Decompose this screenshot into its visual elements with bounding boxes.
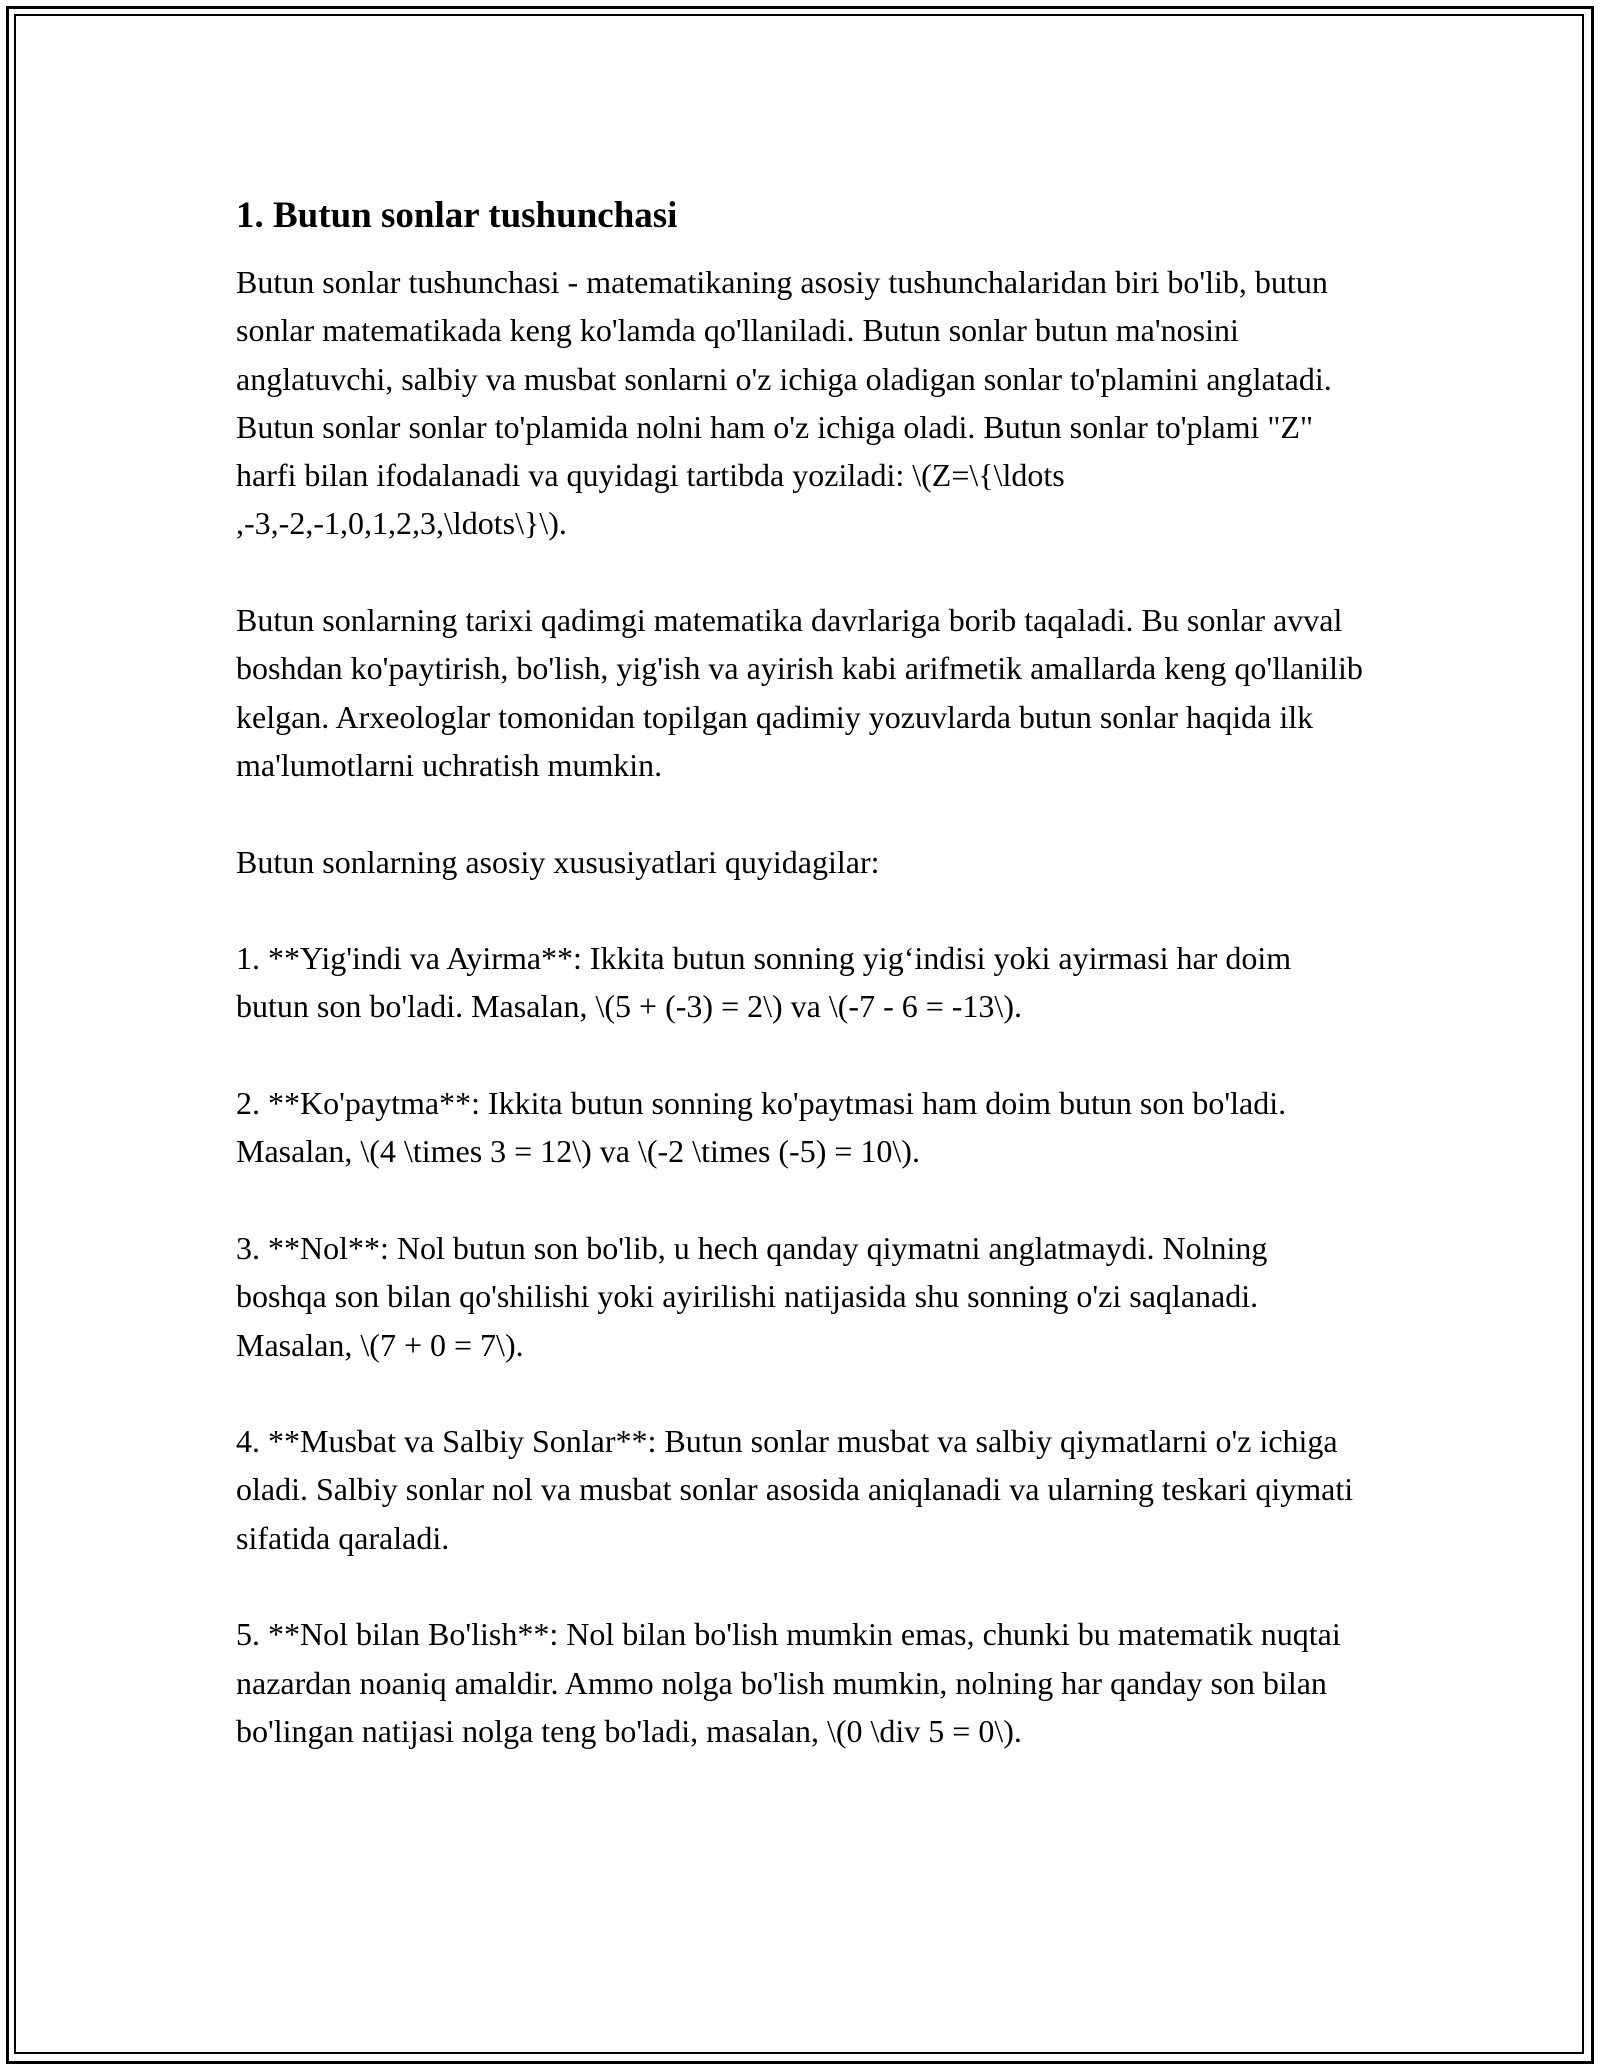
list-item-positive-negative: 4. **Musbat va Salbiy Sonlar**: Butun sonlar musbat va salbiy qiymatlarni o'z ichiga oladi. Salbiy sonlar nol va musbat sonlar asosida aniqlanadi va ularning teskari qiymati sifatida qaraladi. — [236, 1423, 1354, 1556]
list-item-zero: 3. **Nol**: Nol butun son bo'lib, u hech qanday qiymatni anglatmaydi. Nolning boshqa son bilan qo'shilishi yoki ayirilishi natijasida shu sonning o'zi saqlanadi. Masalan, \(7 + 0 = 7\). — [236, 1229, 1268, 1363]
document-body — [236, 188, 1366, 1755]
paragraph-properties-intro: Butun sonlarning asosiy xususiyatlari quyidagilar: — [236, 843, 880, 880]
list-item-division-by-zero: 5. **Nol bilan Bo'lish**: Nol bilan bo'lish mumkin emas, chunki bu matematik nuqtai nazardan noaniq amaldir. Ammo nolga bo'lish mumkin, nolning har qanday son bilan bo'lingan natijasi nolga teng bo'ladi, masalan, \(0 \div 5 = 0\). — [236, 1616, 1341, 1749]
list-item-product: 2. **Ko'paytma**: Ikkita butun sonning ko'paytmasi ham doim butun son bo'ladi. Masalan, \(4 \times 3 = 12\) va \(-2 \times (-5) = 10\). — [236, 1085, 1287, 1170]
section-heading: 1. Butun sonlar tushunchasi — [236, 195, 678, 236]
paragraph-history: Butun sonlarning tarixi qadimgi matematika davrlariga borib taqaladi. Bu sonlar avval boshdan ko'paytirish, bo'lish, yig'ish va ayirish kabi arifmetik amallarda keng qo'llanilib kelgan. Arxeologlar tomonidan topilgan qadimiy yozuvlarda butun sonlar haqida ilk ma'lumotlarni uchratish mumkin. — [236, 602, 1363, 783]
paragraph-definition: Butun sonlar tushunchasi - matematikaning asosiy tushunchalaridan biri bo'lib, butun sonlar matematikada keng ko'lamda qo'llaniladi. Butun sonlar butun ma'nosini anglatuvchi, salbiy va musbat sonlarni o'z ichiga oladigan sonlar to'plamini anglatadi. Butun sonlar sonlar to'plamida nolni ham o'z ichiga oladi. Butun sonlar to'plami "Z" harfi bilan ifodalanadi va quyidagi tartibda yoziladi: \(Z=\{\ldots ,-3,-2,-1,0,1,2,3,\ldots\}\). — [236, 264, 1332, 542]
list-item-sum-difference: 1. **Yig'indi va Ayirma**: Ikkita butun sonning yig‘indisi yoki ayirmasi har doim butun son bo'ladi. Masalan, \(5 + (-3) = 2\) va \(-7 - 6 = -13\). — [236, 940, 1292, 1025]
